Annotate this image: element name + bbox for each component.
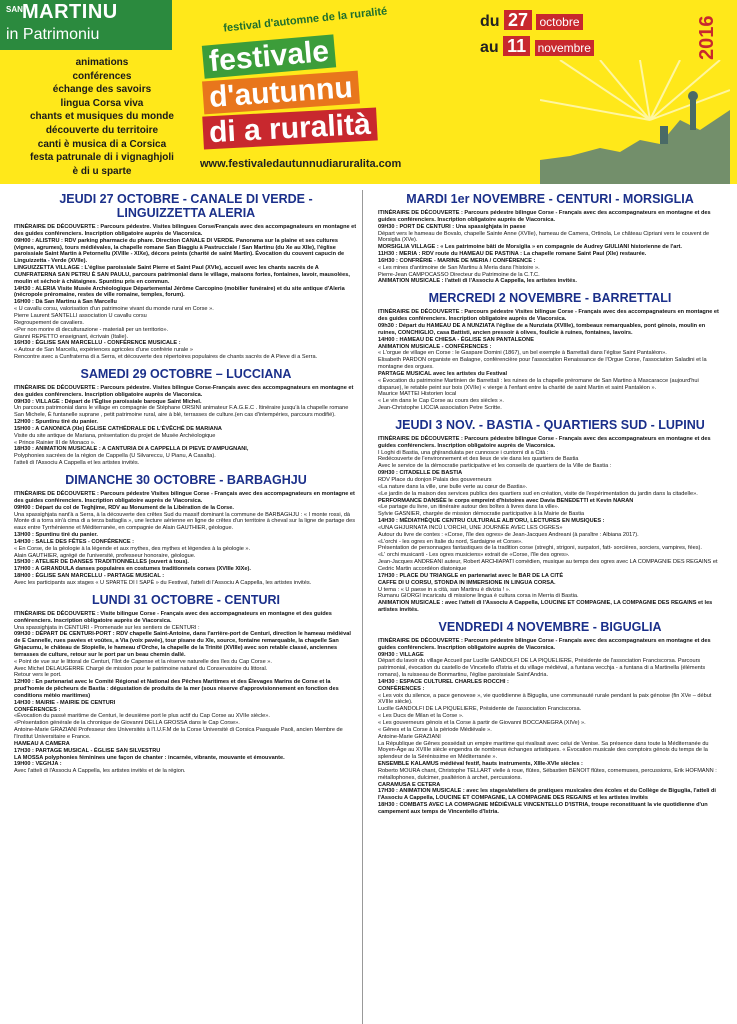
event-line: «L'orchi - les ogres en Italie du nord, Sardaigne et Corse».	[378, 538, 523, 545]
event-line: 14H30 : ALERIA Visite Musée Archéologique Départemental Jérôme Carcopino (mobilier funéraire) et du site antique d'Aleria (nécropole préromaine, restes de ville romaine, temples, forum).	[14, 285, 345, 299]
event-title: MERCREDI 2 NOVEMBRE - BARRETTALI	[428, 291, 672, 306]
event-line: Rencontre avec a Cunfraterna di a Serra, et découverte des répertoires populaires de chants sacrés de A Pieve di a Serra.	[14, 354, 318, 361]
event-line: « Prince Rainier III de Monaco ».	[14, 439, 96, 446]
event-block	[14, 473, 358, 587]
date-au-label: au	[480, 39, 499, 56]
date-range	[480, 8, 720, 68]
event-line: U tema : « U paese in a cità, san Martinu è divizia ! ».	[378, 586, 511, 593]
event-line: LA MOSSA polyphonies féminines une façon de chanter : incarnée, vibrante, mouvante et émouvante.	[14, 754, 285, 761]
event-title: DIMANCHE 30 OCTOBRE - BARBAGHJU	[65, 473, 307, 487]
event-line: Présentation de personnages fantastiques de la tradition corse (streghi, strigoni, surpatori, fatt- sorcières, sorciers, vampires, fées).	[378, 545, 702, 552]
event-line: Roberto MOURA chant, Christophe TELLART vielle à roue, flûtes, Sébastien BENOIT flûtes, cornemuses, percussions, Erik HOFMANN : métallophones, dulcimer, psaltérion à archet, percussions.	[378, 767, 717, 781]
event-title: JEUDI 3 NOV. - BASTIA - QUARTIERS SUD - LUPINU	[395, 417, 705, 432]
event-line: 18H00 : ÉGLISE SAN MARCELLU - PARTAGE MUSICAL :	[14, 573, 165, 580]
event-line: 09H30 : VILLAGE : Départ de l'Église paroissiale baroque Saint Michel.	[14, 398, 202, 405]
event-line: « L'orgue de village en Corse : le Gaspare Domini (1867), un bel exemple à Barrettali dans l'église Saint Pantaléon».	[378, 350, 667, 357]
event-body	[14, 491, 358, 587]
event-line: 16H30 : ÉGLISE SAN MARCELLU - CONFÉRENCE MUSICALE :	[14, 340, 181, 347]
event-line: 17H30 : PARTAGE MUSICAL - ÉGLISE SAN SILVESTRU	[14, 747, 161, 754]
festival-title-line-3: di a ruralità	[202, 107, 377, 149]
date-start-row	[480, 10, 583, 31]
event-line: Sylvie GASNIER, chargée de mission démocratie participative à la Mairie de Bastia	[378, 511, 585, 518]
event-body	[14, 611, 358, 775]
event-line: Avec le service de la démocratie participative et les conseils de quartiers de la Ville de Bastia :	[378, 463, 612, 470]
event-block	[378, 192, 722, 285]
event-line: 09h30 : Départ du HAMEAU DE A NUNZIATA l'église de a Nunziata (XVIIIe), tombeaux remarquables, pont génois, moulin en ruines, CONCHIGLIO, casa Battisti, ancien pressoir à olives, foulicie à ruines, fontaines, lavoirs.	[378, 322, 706, 336]
event-title: VENDREDI 4 NOVEMBRE - BIGUGLIA	[438, 619, 662, 634]
event-line: Avec les participants aux stages « U SPARTE DI I SAPÈ » du Festival, l'atteli di l'Associu A Cappella, les artistes invités.	[14, 579, 312, 586]
event-line: l'atteli di l'Associu A Cappella et les artistes invités.	[14, 460, 140, 467]
event-line: Pierre-Jean CAMPOCASSO Directeur du Patrimoine de la C.T.C.	[378, 271, 540, 278]
event-line: 09H30 : DÉPART DE CENTURI-PORT : RDV chapelle Saint-Antoine, dans l'arrière-port de Centuri, direction le hameau médiéval de E Cannelle, rues pavées et voûtes, a Via (voix pavée), tour pisane du XIe, source, fontaine remarquable, la chapelle San Ghjacumu, le château de Stopielle, le hameau d'Orche, la chapelle de la Trinité (XVIIIe) avec son retable classé, anciennes terrasses de culture, retour sur le port par un beau chemin dallé.	[14, 631, 351, 658]
event-line: ITINÉRAIRE DE DÉCOUVERTE : Parcours pédestre Visites bilingue Corse - Français avec des accompagnateurs en montagne et des guides conférenciers. Inscription obligatoire auprès de Viacorsica.	[378, 309, 719, 323]
event-line: «Le partage du livre, un itinéraire autour des boîtes à livres dans la ville».	[378, 504, 560, 511]
event-line: « Gênes et la Corse à la période Médiévale ».	[378, 726, 492, 733]
event-line: RDV Place du donjon Palais des gouverneurs	[378, 477, 492, 483]
event-line: Regroupement de cavaliers.	[14, 319, 84, 326]
tagline: festa patrunale di i vignaghjoli	[30, 152, 174, 164]
event-line: 09H00 : ALISTRU : RDV parking pharmacie du phare. Direction CANALE DI VERDE. Panorama sur la plaine et ses cultures (vignes, agrumes), tours médiévales, la chapelle romane San Biaggiu à Pastrucciale / San Martinu (du Xe au XIIe), l'église paroissiale Saint Martin à Petornellu (XVIIIe - XIXe), décors peints (charité de saint Martin). Évocation du couvent capucin de Linguizzetta - Verde (XVIIe).	[14, 237, 345, 265]
tagline: conférences	[72, 70, 132, 82]
event-line: Redécouverte de l'environnement et des lieux de vie dans les quartiers de Bastia	[378, 456, 579, 463]
event-line: « En Corse, de la géologie à la légende et aux mythes, des mythes et légendes à la géologie ».	[14, 545, 251, 552]
tagline: animations	[75, 57, 129, 68]
event-line: «Le jardin de la maison des services publics des quartiers sud en création, visite de l'expérimentation du jardin dans la citadelle».	[378, 490, 698, 497]
event-line: 12H00 : Spuntinu tiré du panier.	[14, 419, 98, 426]
event-body	[378, 210, 722, 285]
event-line: 11H30 : MERIA : RDV route du HAMEAU DE PASTINA : La chapelle romane Saint Paul (XIe) restaurée.	[378, 251, 647, 258]
date-end-day: 11	[503, 36, 530, 56]
event-line: PARTAGE MUSICAL avec les artistes du Festival	[378, 370, 508, 377]
event-line: 16H30 : CONFRÉRIE - MARINE DE MERIA / CONFÉRENCE :	[378, 257, 536, 264]
event-line: I Loghi di Bastia, una ghjirandulata per cunnosce i cuntorni di a Cità :	[378, 449, 549, 456]
event-line: Una spassighjata nant'à a Serra, à la découverte des crêtes Sud du massif dominant la commune de BARBAGHJU : « I monte rossi, dà Monte di a torra sin'à cima di a terza battaglia », une lecture aérienne en ligne de crêtes d'un territoire à cheval sur la ligne de partage des eaux entre Tyrrhénienne et Méditerranée, en compagnie de Alain GAUTHIER, géologue.	[14, 511, 356, 532]
event-title: SAMEDI 29 OCTOBRE – LUCCIANA	[80, 366, 292, 381]
event-line: 18H30 : COMBATS AVEC LA COMPAGNIE MÉDIÉVALE VINCENTELLO D'ISTRIA, troupe reconstituant la vie quotidienne d'un campement aux temps de Vincentello d'Istria.	[378, 802, 708, 815]
event-line: ITINÉRAIRE DE DÉCOUVERTE : Visite bilingue Corse - Français avec des accompagnateurs en montagne et des guides conférenciers. Inscription obligatoire auprès de Viacorsica.	[14, 610, 332, 624]
column-divider	[362, 190, 363, 1024]
brand-san: SAN	[6, 5, 23, 14]
event-line: ITINÉRAIRE DE DÉCOUVERTE : Parcours pédestre. Visites bilingues Corse/Français avec des accompagnateurs en montagne et des guides conférenciers. Inscription obligatoire auprès de Viacorsica.	[14, 224, 357, 237]
event-line: 14H00 : HAMEAU DE CHIESA - ÉGLISE SAN PANTALEONE	[378, 336, 534, 343]
program-content	[0, 190, 737, 1024]
event-line: 14H30 : SALLE DES FÊTES - CONFÉRENCE :	[14, 538, 134, 545]
event-line: Una spassighjata in CENTURI - Promenade sur les sentiers de CENTURI :	[14, 624, 200, 631]
date-start-day: 27	[504, 10, 532, 30]
event-line: Visite du site antique de Mariana, présentation du projet de Musée Archéologique	[14, 432, 216, 439]
event-line: «UNA GHJURNATA INCÙ L'ORCHI, UNE JOURNÉE AVEC LES OGRES»	[378, 524, 563, 531]
event-title: MARDI 1er NOVEMBRE - CENTURI - MORSIGLIA	[406, 192, 694, 206]
event-block	[14, 192, 358, 361]
event-line: Antoine-Marie GRAZIANI	[378, 733, 441, 740]
event-line: ITINÉRAIRE DE DÉCOUVERTE : Parcours pédestre bilingue Corse - Français avec des accompagnateurs en montagne et des guides conférenciers. Inscription obligatoire auprès de Viacorsica.	[378, 435, 711, 449]
festival-url[interactable]: www.festivaledautunnudiaruralita.com	[200, 158, 402, 170]
event-title: JEUDI 27 OCTOBRE - CANALE DI VERDE - LINGUIZZETTA ALERIA	[59, 192, 313, 220]
event-line: « U cavallu corsu, valorisation d'un patrimoine vivant du monde rural en Corse ».	[14, 306, 214, 313]
event-block	[378, 291, 722, 412]
event-line: 17H30 : PLACE DU TRIANGLE en partenariat avec le BAR DE LA CITÉ	[378, 572, 564, 579]
event-line: Départ vers le hameau de Bovalo, chapelle Sainte Anne (XVIIe), hameau de Camera, Ortinola, Le château Cipriani vers le couvent de Morsiglia (XVe).	[378, 230, 710, 244]
program-right-column	[378, 190, 722, 822]
event-line: 14H30 : MAIRIE - MAIRIE DE CENTURI	[14, 699, 116, 706]
date-end-month: novembre	[535, 40, 594, 56]
event-line: CONFÉRENCES :	[378, 685, 425, 692]
date-start-month: octobre	[536, 14, 582, 30]
event-line: Elisabeth PARDON organiste en Balagne, conférencière pour l'association Renaissance de l'Orgue Corse, l'association Saladini et la montagne des orgues.	[378, 357, 707, 371]
event-line: « Les voix du silence, a pace genovese », vie quotidienne à Biguglia, une communauté rurale pendant la paix génoise (fin XVe – début XVIIIe siècle).	[378, 692, 712, 706]
event-line: Avec Michel DELAUGERRE Chargé de mission pour le patrimoine naturel du Conservatoire du littoral.	[14, 665, 268, 672]
event-line: Retour vers le port.	[14, 672, 62, 679]
brand-logo	[0, 0, 172, 50]
event-line: 17H30 : ANIMATION MUSICALE : avec les stages/ateliers de pratiques musicales des écoles et du Collège de Biguglia, l'atteli di l'Associu A Cappella, LOUCINE ET COMPAGNIE, LA COMPAGNIE DES REGAINS et les artistes invités	[378, 788, 716, 802]
event-line: CONFÉRENCES :	[14, 706, 61, 713]
event-line: 09H00 : Départ du col de Teghjime, RDV au Monument de la Libération de la Corse.	[14, 504, 234, 511]
event-line: Polyphonies sacrées de la région de Cappella (U Silvareccu, U Pianu, A Casalta).	[14, 453, 216, 460]
program-left-column	[14, 190, 358, 781]
event-line: ITINÉRAIRE DE DÉCOUVERTE : Parcours pédestre Visites bilingue Corse - Français avec des accompagnateurs en montagne et des guides conférenciers. Inscription obligatoire auprès de Viacorsica.	[14, 491, 355, 504]
event-line: Jean-Christophe LICCIA association Petre Scritte.	[378, 405, 502, 412]
festival-title-line-2: d'autunnu	[202, 71, 360, 115]
event-line: 17H00 : A GIRANDULA danses populaires en costumes traditionnels corses (XVIIIe XIXe).	[14, 566, 251, 573]
event-block	[378, 620, 722, 816]
sunburst-landscape-illustration	[540, 60, 730, 184]
event-body	[14, 385, 358, 467]
event-block	[14, 593, 358, 775]
event-line: « Le vin dans le Cap Corse au cours des siècles ».	[378, 398, 504, 405]
event-line: ITINÉRAIRE DE DÉCOUVERTE : Parcours pédestre. Visites bilingue Corse-Français avec des accompagnateurs en montagne et des guides conférenciers. Inscription obligatoire auprès de Viacorsica.	[14, 384, 354, 398]
event-line: Pierre Laurent SANTELLI association U cavallu corsu	[14, 312, 147, 319]
festival-title-block	[195, 0, 425, 184]
brand-block	[0, 0, 180, 184]
event-line: PERFORMANCE DANSÉE le corps empreint d'histoires avec Davia BENEDETTI et Kevin NARAN	[378, 497, 634, 504]
event-line: LINGUIZZETTA VILLAGE : L'église paroissiale Saint Pierre et Saint Paul (XVIe), accueil avec les chants sacrés de A CUNFRATERNA SAN PETRU È SAN PAULU, parcours patrimonial dans le village, maisons fortes, fontaines, lavoir, mausolées, moulin et séchoir à châtaignes. Spuntinu pris en commun.	[14, 265, 350, 285]
event-line: 15H00 : A CANONICA (XIe) ÉGLISE CATHÉDRALE DE L'ÉVÊCHÉ DE MARIANA	[14, 425, 222, 432]
event-line: « Autour de San Marcellu, expériences agricoles d'une confrérie rurale »	[14, 347, 193, 354]
event-line: 09H30 : CITADELLE DE BASTIA	[378, 470, 463, 477]
tagline: chants et musiques du monde	[30, 111, 174, 123]
event-line: ITINÉRAIRE DE DÉCOUVERTE : Parcours pédestre bilingue Corse - Français avec des accompagnateurs en montagne et des guides conférenciers. Inscription obligatoire auprès de Viacorsica.	[378, 210, 711, 223]
event-body	[14, 224, 358, 361]
event-line: « Les mines d'antimoine de San Martinu à Meria dans l'histoire ».	[378, 264, 540, 271]
event-line: «Évocation du passé maritime de Centuri, le deuxième port le plus actif du Cap Corse au XVIIe siècle».	[14, 713, 270, 720]
event-body	[378, 436, 722, 614]
event-line: Rumanu GIORGI incaricatu di missione lingua è cultura corsa in Merria di Bastia.	[378, 593, 579, 600]
date-du-label: du	[480, 13, 500, 30]
event-line: ANIMATION MUSICALE : l'atteli di l'Associu A Cappella, les artistes invités.	[378, 278, 577, 285]
festival-subtitle: festival d'automne de la ruralité	[222, 5, 388, 35]
event-line: Un parcours patrimonial dans le village en compagnie de Stéphane ORSINI animateur F.A.G.E.C . Itinéraire jusqu'à la chapelle romane San Michele, È funtanelle suprane , petit patrimoine rural, aire à blé, terrasses de culture.(en cas d'intempéries, parcours modifié).	[14, 405, 349, 419]
event-line: «Présentation générale de la chronique de Giovanni DELLA GROSSA dans le Cap Corse».	[14, 720, 240, 727]
event-line: MORSIGLIA VILLAGE : « Les patrimoine bâti de Morsiglia » en compagnie de Audrey GIULIANI historienne de l'art.	[378, 244, 682, 251]
event-line: Départ du lavoir du village Accueil par Lucille GANDOLFI DE LA PIQUELIERE, Présidente de l'association Franciscorsa. Parcours patrimonial, évocation du castello de Vincetello d'Istria et du village médiéval, a funtana vecchja - a funtana di a Martinella (éléments romans), la ruisseau de Bonmartinu, l'église paroissiale Saint'Andria.	[378, 658, 706, 679]
tagline: è di u sparte	[72, 165, 132, 177]
tagline-list	[30, 56, 174, 178]
event-line: Antoine-Marie GRAZIANI Professeur des Universités à l'I.U.F.M de la Corse Université di Corsica Pasquale Paoli, ancien Membre de l'Institut Universitaire e France.	[14, 727, 343, 740]
event-line: CARAMUSA E CETERA	[378, 781, 441, 788]
event-line: La République de Gênes possédait un empire maritime qui rivalisait avec celui de Venise. Sa présence dans toute la Méditerranée du Moyen-Âge au XVIIIe siècle engendra de nombreux échanges artistiques. « Évocation musicale des comptoirs génois du temps de la splendeur de la Sérénissime en Méditerranée ».	[378, 740, 709, 761]
festival-title-line-1: festivale	[202, 34, 336, 78]
event-line: ITINÉRAIRE DE DÉCOUVERTE : Parcours pédestre bilingue Corse - Français avec des accompagnateurs en montagne et des guides conférenciers. Inscription obligatoire auprès de Viacorsica.	[378, 637, 711, 651]
event-line: 15H30 : ATELIER DE DANSES TRADITIONNELLES (ouvert à tous).	[14, 559, 189, 566]
event-line: «La nature dans la ville, une bulle verte au cœur de Bastia».	[378, 483, 528, 490]
event-block	[378, 418, 722, 614]
event-line: Jean-Jacques ANDREANI auteur, Robert ARCHIAPATI comédien, musique au temps des ogres avec LA COMPAGNIE DES REGAINS et Cedric Martin accordéon diatonique	[378, 559, 718, 572]
event-line: ANIMATION MUSICALE - CONFÉRENCES :	[378, 343, 492, 350]
event-line: 16H00 : Dà San Martinu à San Marcellu	[14, 299, 117, 306]
event-line: « Les Ducs de Milan et la Corse ».	[378, 713, 464, 720]
event-line: Alain GAUTHIER, agrégé de l'université, professeur honoraire, géologue.	[14, 552, 196, 559]
brand-name: MARTINU	[22, 1, 118, 23]
tagline: lingua Corsa viva	[60, 97, 144, 109]
tagline: échange des savoirs	[52, 84, 152, 96]
event-line: CAFFE DI U CORSU, STONDA IN IMMERSIONE IN LINGUA CORSA.	[378, 579, 556, 586]
tagline: découverte du territoire	[45, 124, 159, 136]
poster-header	[0, 0, 737, 184]
event-line: 12H00 : En partenariat avec le Comité Régional et National des Pêches Maritimes et des Élevages Marins de Corse et la prud'homie de pêcheurs de Bastia : dégustation de produits de la mer (sous réserve d'approvisionnement en fonction des conditions météo maritimes)	[14, 679, 339, 699]
event-line: Autour du livre de contes : «Corse, l'île des ogres» de Jean-Jacques Andreani (à paraître : Albiana 2017).	[378, 531, 639, 538]
event-line: ENSEMBLE KALAMUS médiéval festif, hauts instruments, XIIIe-XVIe siècles :	[378, 761, 583, 768]
event-line: « Point de vue sur le littoral de Centuri, l'îlot de Capense et la réserve naturelle des îles du Cap Corse ».	[14, 658, 272, 665]
event-line: 14H30 : ESPACE CULTUREL CHARLES ROCCHI :	[378, 678, 509, 685]
tagline: canti è musica di a Corsica	[37, 138, 167, 150]
event-line: Maurice MATTEI Historien local	[378, 391, 457, 398]
event-line: ANIMATION MUSICALE : avec l'atteli di l'Associu A Cappella, LOUCINE ET COMPAGNIE, LA COMPAGNIE DES REGAINS et les artistes invités.	[378, 600, 713, 614]
date-end-row	[480, 36, 594, 57]
event-line: «L' orchi musicanti - Les ogres musiciens» extrait de «Corse, l'île des ogres».	[378, 552, 570, 559]
event-line: « Les gouverneurs génois et la Corse à partir de Giovanni BOCCANEGRA (XIVe) ».	[378, 720, 586, 726]
event-block	[14, 367, 358, 467]
event-line: 19H00 : VEGHJA :	[14, 761, 62, 768]
event-line: Avec l'atteli di l'Associu A Cappella, les artistes invités et de la région.	[14, 768, 186, 775]
event-line: 14H30 : MÉDIATHÈQUE CENTRU CULTURALE ALB'ORU, LECTURES EN MUSIQUES :	[378, 518, 605, 525]
event-line: 09H30 : PORT DE CENTURI : Una spassighjata in paese	[378, 223, 526, 230]
event-line: HAMEAU A CAMERA	[14, 740, 70, 747]
event-line: Lucille GANDOLFI DE LA PIQUELIERE, Présidente de l'association Franciscorsa.	[378, 706, 582, 713]
event-title: LUNDI 31 OCTOBRE - CENTURI	[92, 592, 280, 607]
event-line: Gianni REPETTO enseignant, écrivain (Italie).	[14, 333, 128, 340]
brand-subtitle: in Patrimoniu	[6, 26, 100, 43]
event-body	[378, 638, 722, 816]
event-line: «Per non morire di deculturazione - materiali per un territorio».	[14, 326, 169, 333]
event-body	[378, 309, 722, 412]
event-line: « Évocation du patrimoine Martinien de Barrettali : les ruines de la chapelle préromane de San Martino à Mascaracce (aujourd'hui disparue), le retable peint sur bois (XVIIe) « vierge à l'enfant entre la charité de saint Martin et saint Pantaléon ».	[378, 377, 699, 391]
year-label: 2016	[696, 15, 718, 60]
event-line: 18H30 : ANIMATION MUSICALE : A CANTURIA DI A CAPPELLA DI PIEVE D'AMPUGNANI,	[14, 446, 249, 453]
event-line: 09H30 : VILLAGE	[378, 651, 424, 658]
event-line: 13H00 : Spuntinu tiré du panier.	[14, 532, 98, 539]
